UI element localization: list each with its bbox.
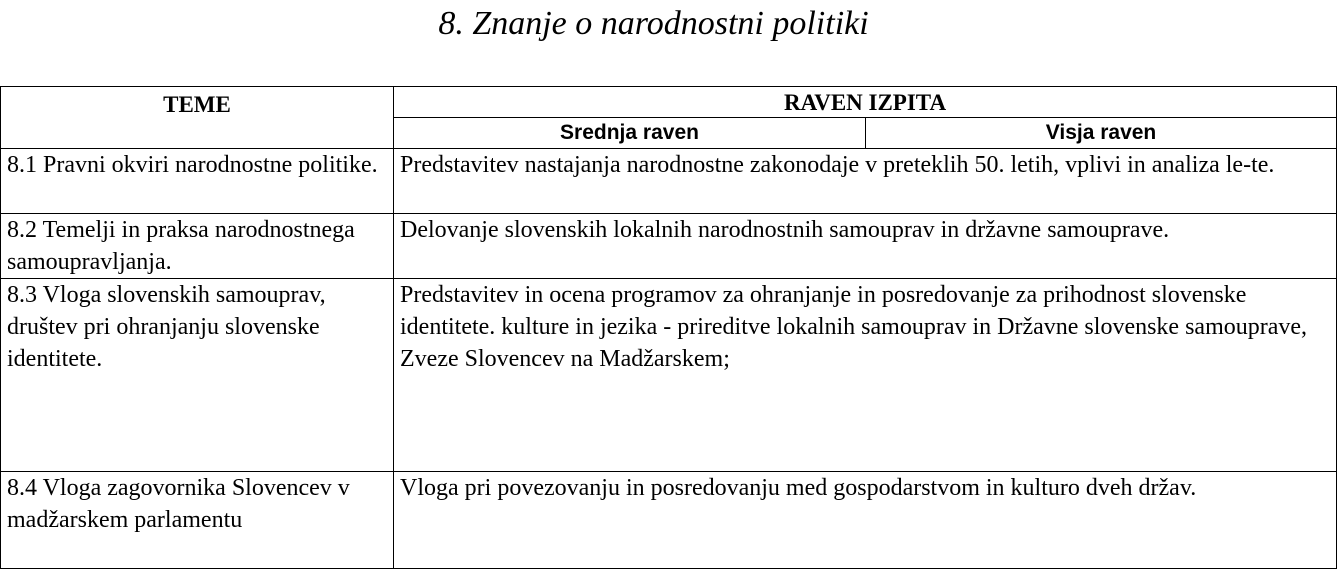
topic-cell: 8.4 Vloga zagovornika Slovencev v madžarskem parlamentu xyxy=(1,472,394,569)
content-cell: Predstavitev in ocena programov za ohranjanje in posredovanje za prihodnost slovenske identitete. kulture in jezika - prireditve lokalnih samouprav in Državne slovenske samouprave, Zveze Slovencev na Madžarskem; xyxy=(394,279,1337,472)
content-cell: Predstavitev nastajanja narodnostne zakonodaje v preteklih 50. letih, vplivi in analiza le-te. xyxy=(394,149,1337,214)
topic-cell: 8.2 Temelji in praksa narodnostnega samoupravljanja. xyxy=(1,214,394,279)
page-title: 8. Znanje o narodnostni politiki xyxy=(438,5,869,42)
topic-cell: 8.1 Pravni okviri narodnostne politike. xyxy=(1,149,394,214)
table-row xyxy=(1,279,1337,472)
topic-cell: 8.3 Vloga slovenskih samouprav, društev pri ohranjanju slovenske identitete. xyxy=(1,279,394,472)
exam-topics-table xyxy=(0,86,1337,569)
header-raven-izpita: RAVEN IZPITA xyxy=(394,87,1337,118)
header-srednja-raven: Srednja raven xyxy=(394,118,866,149)
header-teme: TEME xyxy=(1,87,394,149)
header-visja-raven: Visja raven xyxy=(866,118,1337,149)
table-row xyxy=(1,472,1337,569)
content-cell: Vloga pri povezovanju in posredovanju med gospodarstvom in kulturo dveh držav. xyxy=(394,472,1337,569)
table-row xyxy=(1,149,1337,214)
content-cell: Delovanje slovenskih lokalnih narodnostnih samouprav in državne samouprave. xyxy=(394,214,1337,279)
table-row xyxy=(1,214,1337,279)
